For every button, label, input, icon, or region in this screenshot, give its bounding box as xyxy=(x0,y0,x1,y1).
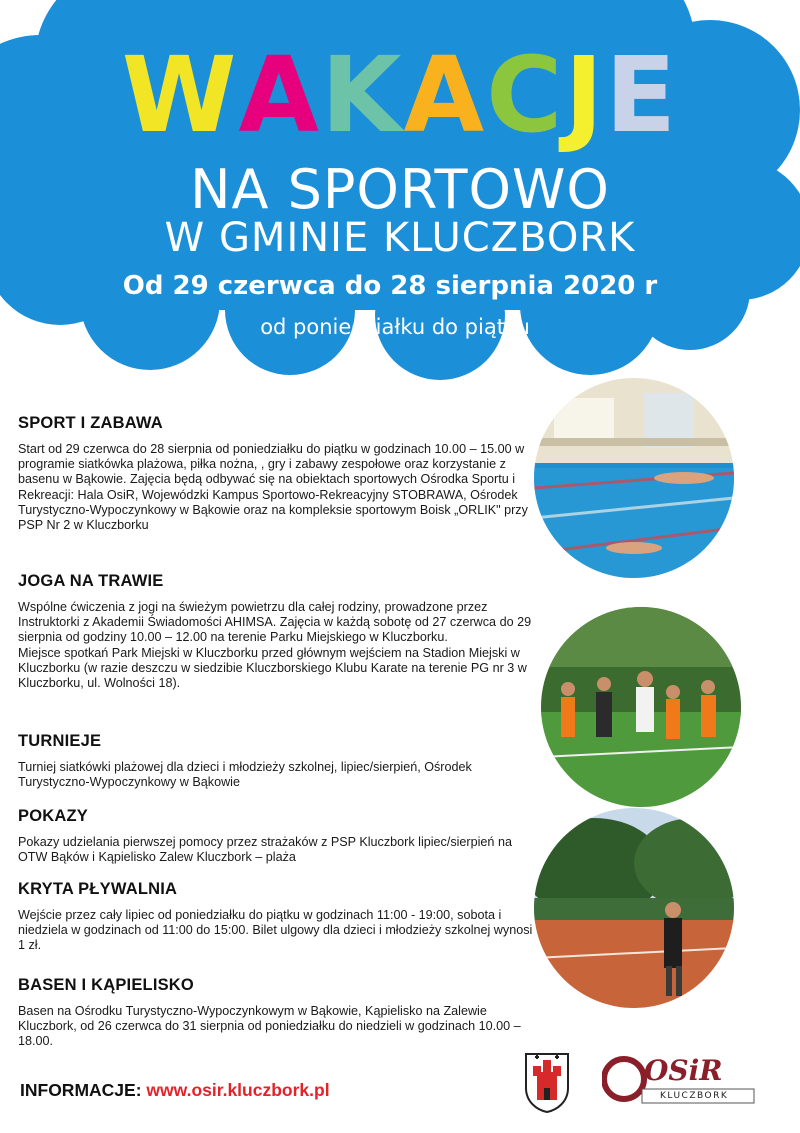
section-body: Start od 29 czerwca do 28 sierpnia od poniedziałku do piątku w godzinach 10.00 – 15.00 w programie siatkówka plażowa, piłka nożna, , gry i zabawy zespołowe oraz korzystanie z basenu w Bąkowie. Zajęcia będą odbywać się na obiektach sportowych Ośrodka Sportu i Rekreacji: Hala OsiR, Wojewódzki Kampus Sportowo-Rekreacyjny STOBRAWA, Ośrodek Turystyczno-Wypoczynkowy w Bąkowie oraz na kompleksie sportowym Boisk „ORLIK" przy PSP Nr 2 w Kluczborku xyxy=(18,442,528,533)
section-sport-i-zabawa xyxy=(18,414,538,533)
title-letter: J xyxy=(564,34,606,156)
section-body-2: Miejsce spotkań Park Miejski w Kluczborku przed głównym wejściem na Stadion Miejski w Kluczborku (w razie deszczu w siedzibie Kluczborskiego Klubu Karate na terenie PG nr 3 w Kluczborku, ul. Wolności 18). xyxy=(18,645,527,691)
section-title: POKAZY xyxy=(18,807,88,825)
section-kryta-plywalnia xyxy=(18,880,538,954)
section-title: KRYTA PŁYWALNIA xyxy=(18,880,178,898)
section-body: Basen na Ośrodku Turystyczno-Wypoczynkowym w Bąkowie, Kąpielisko na Zalewie Kluczbork, od 26 czerwca do 31 sierpnia od poniedziałku do niedzieli w godzinach 10.00 – 18.00. xyxy=(18,1004,521,1049)
section-body: Wspólne ćwiczenia z jogi na świeżym powietrzu dla całej rodziny, prowadzone przez Instruktorki z Akademii Świadomości AHIMSA. Zajęcia w każdą sobotę od 27 czerwca do 29 sierpnia od godziny 10.00 – 12.00 na terenie Parku Miejskiego w Kluczborku. xyxy=(18,600,532,645)
footer-label: INFORMACJE: xyxy=(20,1080,142,1100)
photo-football xyxy=(541,607,741,807)
title-letter: W xyxy=(121,34,239,156)
section-body: Pokazy udzielania pierwszej pomocy przez strażaków z PSP Kluczbork lipiec/sierpień na OTW Bąków i Kąpielisko Zalew Kluczbork – plaża xyxy=(18,835,512,865)
footer-info xyxy=(20,1080,330,1101)
photo-swimming-pool xyxy=(534,378,734,578)
dates-line: Od 29 czerwca do 28 sierpnia 2020 r xyxy=(122,271,658,301)
section-joga xyxy=(18,572,538,691)
title-letter: E xyxy=(605,34,679,156)
section-turnieje xyxy=(18,732,538,790)
section-title: JOGA NA TRAWIE xyxy=(18,572,164,590)
weekdays-line: od poniedziałku do piątku xyxy=(260,315,530,339)
title-letter: C xyxy=(486,34,565,156)
title-letter: K xyxy=(321,34,404,156)
osir-logo xyxy=(602,1055,762,1107)
osir-logo-text: OSiR xyxy=(644,1054,723,1087)
photo-tennis xyxy=(534,808,734,1008)
section-title: TURNIEJE xyxy=(18,732,102,750)
subtitle-na-sportowo: NA SPORTOWO xyxy=(190,158,610,221)
title-letter: A xyxy=(238,34,322,156)
title-letter: A xyxy=(403,34,487,156)
section-title: BASEN I KĄPIELISKO xyxy=(18,976,194,994)
section-body: Turniej siatkówki plażowej dla dzieci i młodzieży szkolnej, lipiec/sierpień, Ośrodek Turystyczno-Wypoczynkowy w Bąkowie xyxy=(18,760,472,790)
section-body: Wejście przez cały lipiec od poniedziałku do piątku w godzinach 11:00 - 19:00, sobota i niedziela w godzinach od 11:00 do 15:00. Bilet ulgowy dla dzieci i młodzieży szkolnej wynosi 1 zł. xyxy=(18,908,533,953)
kluczbork-crest-icon xyxy=(523,1050,571,1114)
main-title xyxy=(0,34,800,156)
section-basen xyxy=(18,976,538,1050)
footer-url-link[interactable]: www.osir.kluczbork.pl xyxy=(146,1080,330,1100)
section-pokazy xyxy=(18,807,538,865)
osir-logo-subtext: KLUCZBORK xyxy=(660,1091,729,1101)
title-wakacje xyxy=(0,34,800,156)
subtitle-gmina: W GMINIE KLUCZBORK xyxy=(164,215,636,261)
section-title: SPORT I ZABAWA xyxy=(18,414,163,432)
